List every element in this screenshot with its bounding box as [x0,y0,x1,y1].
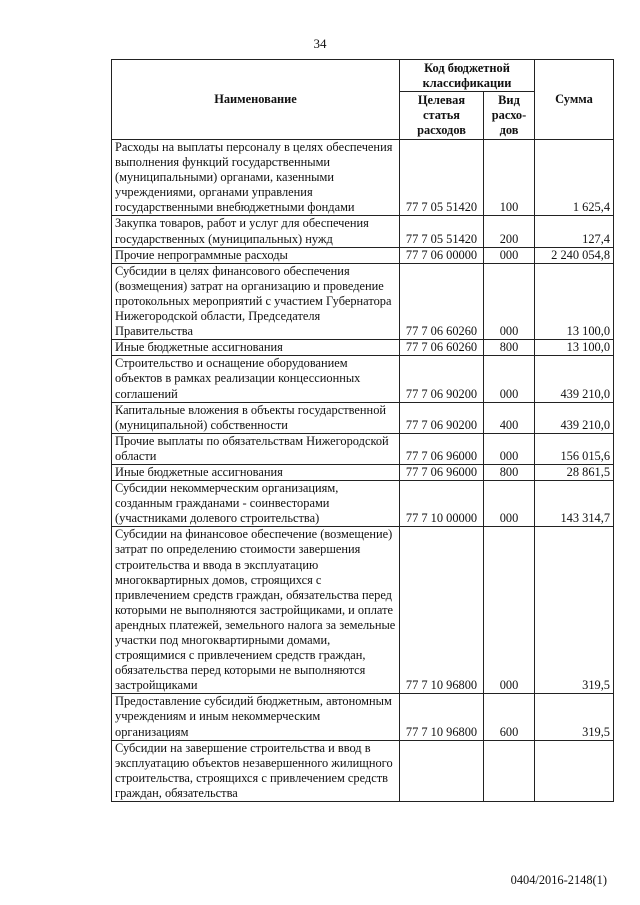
row-type: 400 [484,402,535,433]
row-type: 200 [484,216,535,247]
row-target: 77 7 06 60260 [400,263,484,339]
row-type [484,740,535,801]
row-sum: 143 314,7 [535,481,614,527]
row-sum: 127,4 [535,216,614,247]
table-row [112,481,614,527]
row-type: 000 [484,263,535,339]
header-name: Наименование [112,60,400,140]
row-target: 77 7 06 96000 [400,433,484,464]
row-name: Капитальные вложения в объекты государственной (муниципальной) собственности [112,402,400,433]
row-sum: 13 100,0 [535,340,614,356]
row-target: 77 7 06 60260 [400,340,484,356]
row-name: Строительство и оснащение оборудованием объектов в рамках реализации концессионных соглашений [112,356,400,402]
header-sum: Сумма [535,60,614,140]
row-sum: 1 625,4 [535,140,614,216]
header-target-article: Целевая статья расходов [400,92,484,140]
row-sum: 2 240 054,8 [535,247,614,263]
row-sum: 439 210,0 [535,402,614,433]
row-sum [535,740,614,801]
row-target: 77 7 05 51420 [400,216,484,247]
table-row [112,140,614,216]
row-type: 000 [484,356,535,402]
row-target [400,740,484,801]
table-row [112,527,614,694]
table-row [112,464,614,480]
row-sum: 439 210,0 [535,356,614,402]
row-target: 77 7 06 90200 [400,356,484,402]
row-target: 77 7 06 00000 [400,247,484,263]
row-name: Субсидии в целях финансового обеспечения (возмещения) затрат на организацию и проведение протокольных мероприятий с участием Губернатора Нижегородской области, Председателя Правительства [112,263,400,339]
row-target: 77 7 06 96000 [400,464,484,480]
row-target: 77 7 06 90200 [400,402,484,433]
table-row [112,247,614,263]
row-name: Субсидии некоммерческим организациям, созданным гражданами - соинвесторами (участниками долевого строительства) [112,481,400,527]
row-type: 000 [484,527,535,694]
row-name: Субсидии на завершение строительства и ввод в эксплуатацию объектов незавершенного жилищного строительства, строящихся с привлечением средств граждан, обязательства [112,740,400,801]
table-row [112,694,614,740]
header-expense-type: Вид расхо-дов [484,92,535,140]
row-name: Прочие выплаты по обязательствам Нижегородской области [112,433,400,464]
row-name: Субсидии на финансовое обеспечение (возмещение) затрат по определению стоимости завершения строительства и ввода в эксплуатацию многоквартирных домов, строящихся с привлечением средств граждан, обязательства перед которыми не выполняются застройщиками, и оплате арендных платежей, земельного налога за земельные участки под многоквартирными домами, строящимися с привлечением средств граждан, обязательства перед которыми не выполняются застройщиками [112,527,400,694]
row-name: Предоставление субсидий бюджетным, автономным учреждениям и иным некоммерческим организациям [112,694,400,740]
row-name: Закупка товаров, работ и услуг для обеспечения государственных (муниципальных) нужд [112,216,400,247]
row-sum: 13 100,0 [535,263,614,339]
table-row [112,356,614,402]
row-sum: 156 015,6 [535,433,614,464]
row-type: 800 [484,464,535,480]
row-name: Прочие непрограммные расходы [112,247,400,263]
document-code: 0404/2016-2148(1) [510,873,607,887]
row-sum: 28 861,5 [535,464,614,480]
row-type: 600 [484,694,535,740]
row-type: 100 [484,140,535,216]
page-number: 34 [313,36,327,51]
row-target: 77 7 05 51420 [400,140,484,216]
table-row [112,402,614,433]
row-type: 000 [484,481,535,527]
row-type: 000 [484,247,535,263]
row-name: Иные бюджетные ассигнования [112,464,400,480]
row-type: 800 [484,340,535,356]
table-row [112,263,614,339]
row-target: 77 7 10 00000 [400,481,484,527]
row-target: 77 7 10 96800 [400,527,484,694]
row-sum: 319,5 [535,527,614,694]
budget-table [111,59,614,802]
header-budget-code: Код бюджетной классификации [400,60,535,92]
table-row [112,340,614,356]
table-row [112,216,614,247]
table-row [112,433,614,464]
row-sum: 319,5 [535,694,614,740]
table-row [112,740,614,801]
row-type: 000 [484,433,535,464]
row-name: Иные бюджетные ассигнования [112,340,400,356]
row-target: 77 7 10 96800 [400,694,484,740]
row-name: Расходы на выплаты персоналу в целях обеспечения выполнения функций государственными (муниципальными) органами, казенными учреждениями, органами управления государственными внебюджетными фондами [112,140,400,216]
